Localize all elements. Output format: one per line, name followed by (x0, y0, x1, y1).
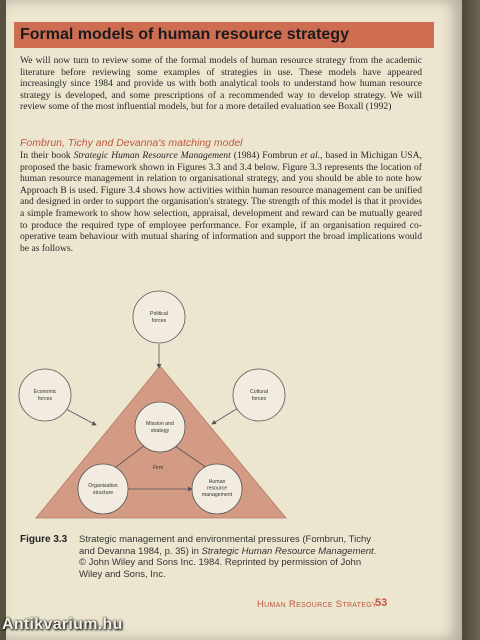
et-al: et al. (300, 150, 321, 161)
book-title: Strategic Human Resource Management (73, 150, 231, 161)
firm-label: Firm (152, 465, 164, 471)
political-forces-label: Political forces (150, 311, 168, 324)
mission-strategy-node (135, 402, 185, 452)
page-number: 53 (375, 597, 388, 609)
mission-strategy-label: Mission and strategy (146, 421, 174, 434)
organisation-structure-label: Organisation structure (88, 483, 118, 496)
caption-book-title: Strategic Human Resource Management. (201, 545, 377, 557)
model-subheading: Fombrun, Tichy and Devanna's matching model (20, 137, 243, 149)
watermark-logo: Antikvarium.hu (2, 616, 123, 633)
economic-arrow (66, 409, 96, 425)
hrm-label: Human resource management (201, 479, 233, 498)
economic-forces-node (19, 369, 71, 421)
cultural-arrow (212, 408, 238, 424)
body-text-1: In their book (20, 150, 74, 161)
political-forces-node (133, 291, 185, 343)
organisation-structure-node (78, 464, 128, 514)
caption-text-1: Strategic management and environmental pressures (Fombrun, Tichy and Devanna 1984, p. 35) in (79, 534, 371, 557)
section-heading: Formal models of human resource strategy (20, 26, 349, 43)
figure-label: Figure 3.3 (20, 534, 68, 545)
intro-paragraph: We will now turn to review some of the formal models of human resource strategy from the academic literature before reviewing some examples of strategies in use. These models have appeared increasingly since 1984 and provide us with both analytical tools to understand how human resource strategy is developed, and some prescriptions of a recommended way to develop strategy. We will review some of the most influential models, but for a more detailed evaluation see Boxall (1992) (20, 55, 422, 113)
figure-caption (79, 534, 379, 580)
cultural-forces-node (233, 369, 285, 421)
running-footer-title: Human Resource Strategy (257, 599, 378, 610)
caption-text-2: © John Wiley and Sons Inc. 1984. Reprinted by permission of John Wiley and Sons, Inc. (79, 557, 362, 580)
economic-forces-label: Economic forces (33, 389, 57, 402)
body-text-2: (1984) Fombrun (230, 150, 301, 161)
body-text-3: , based in Michigan USA, proposed the basic framework shown in Figures 3.3 and 3.4 below. Figure 3.3 represents the location of human resource management in relation to organisational strategy, and you should be able to note how Approach B is used. Figure 3.4 shows how activities within human resource management can be unified and designed in order to support the organisation's strategy. The strength of this model is that it provides a simple framework to show how selection, appraisal, development and reward can be mutually geared to produce the required type of employee performance. For example, if an organisation required co-operative team behaviour with mutual sharing of information and support the broad implications would be as follows. (20, 150, 422, 254)
cultural-forces-label: Cultural forces (250, 389, 268, 402)
